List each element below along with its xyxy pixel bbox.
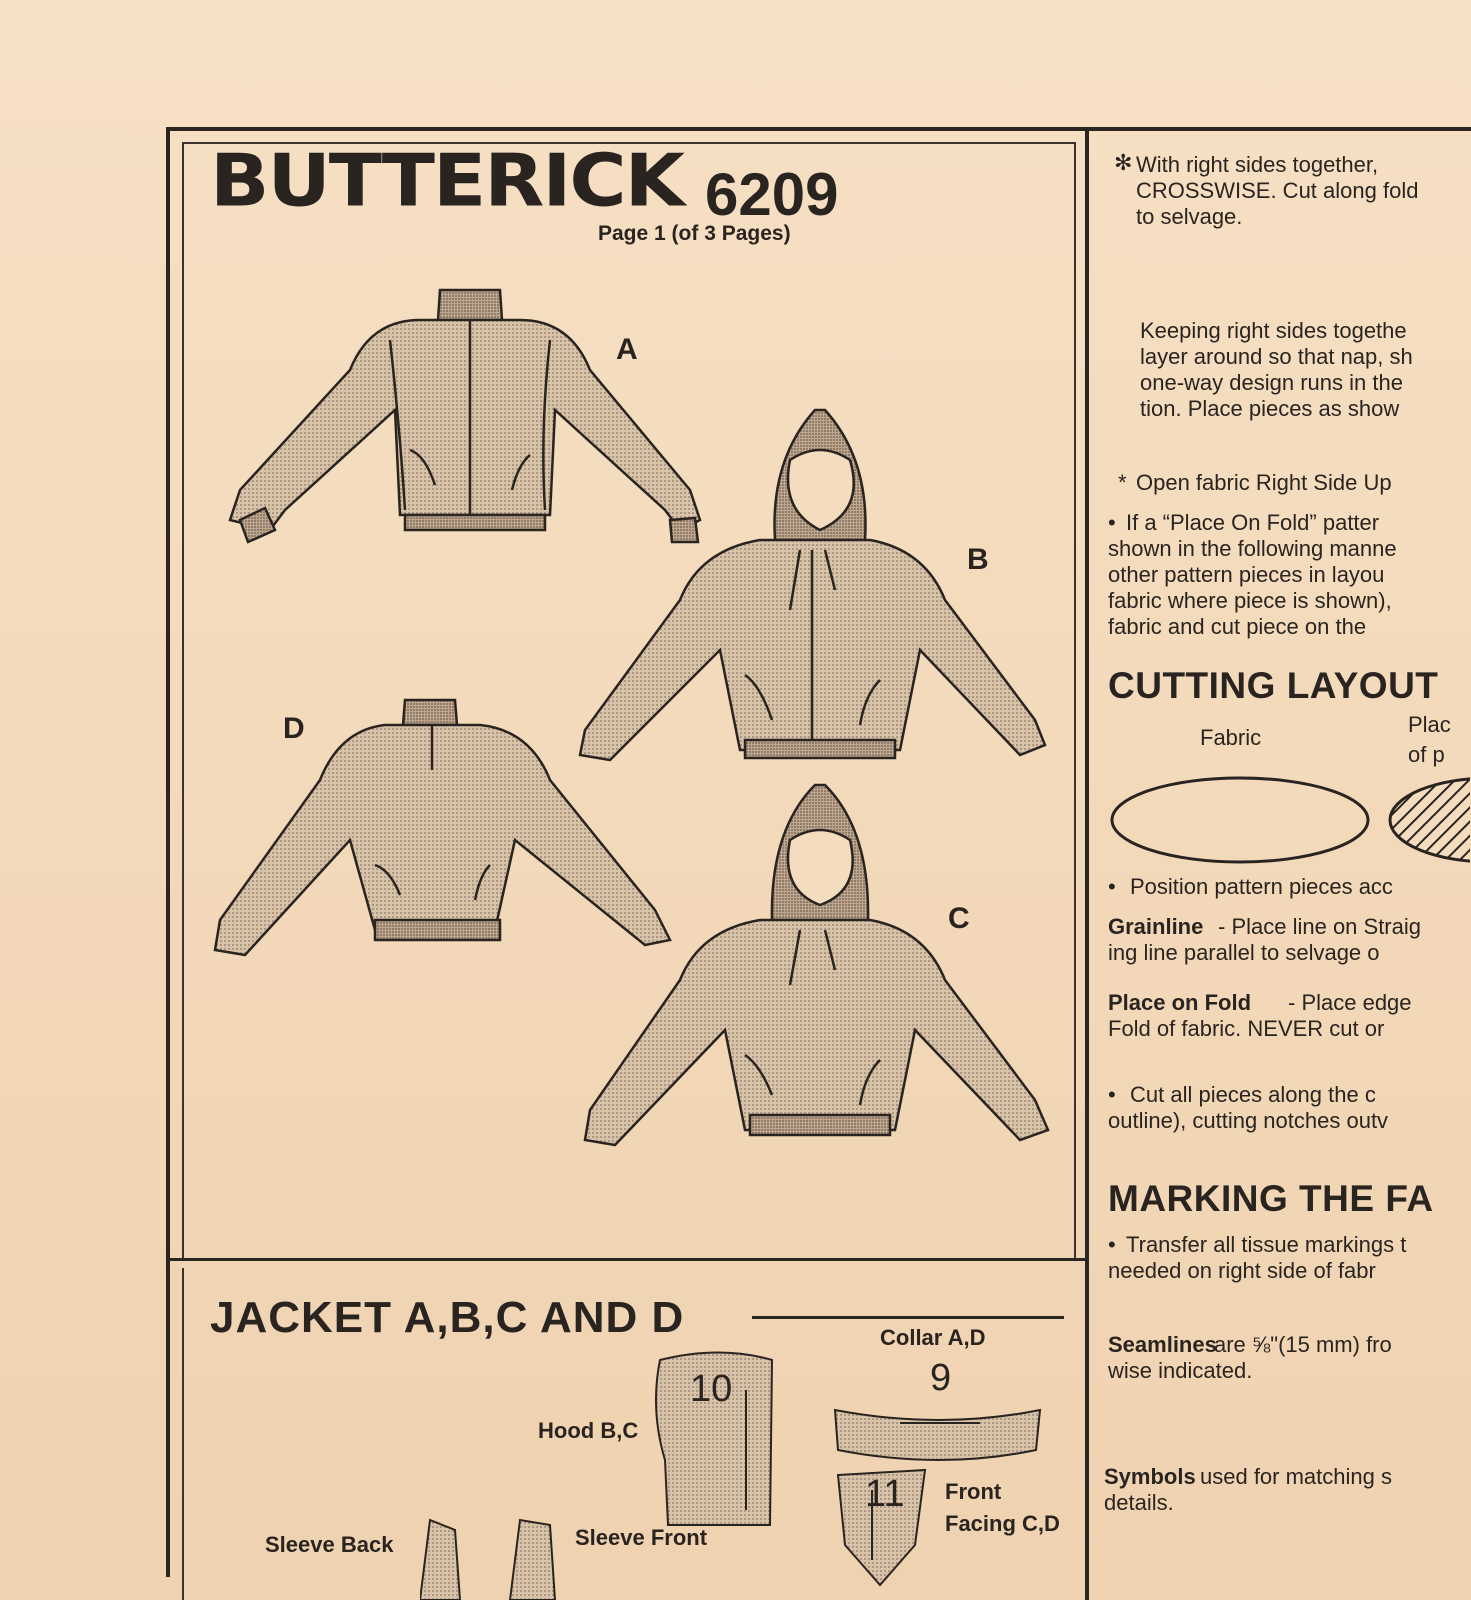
page-indicator: Page 1 (of 3 Pages)	[598, 222, 791, 245]
marking-heading: MARKING THE FA	[1108, 1178, 1434, 1219]
fold-line-1: If a “Place On Fold” patter	[1126, 510, 1380, 535]
sleeve-back-label: Sleeve Back	[265, 1532, 394, 1557]
view-label-b: B	[967, 543, 989, 576]
placement-legend-shape	[1390, 778, 1470, 862]
fold-line-5: fabric and cut piece on the	[1108, 614, 1367, 639]
section-divider	[168, 1258, 1087, 1261]
crosswise-line-3: to selvage.	[1136, 204, 1243, 229]
open-fabric-text: Open fabric Right Side Up	[1136, 470, 1392, 495]
collar-label: Collar A,D	[880, 1325, 986, 1350]
cutting-layout-heading: CUTTING LAYOUT	[1108, 665, 1439, 706]
frame-center-rule	[1085, 127, 1089, 1600]
grainline-term: Grainline	[1108, 914, 1204, 939]
hood-number: 10	[690, 1368, 733, 1410]
symbols-line-1: used for matching s	[1200, 1464, 1392, 1489]
layout-legend-symbols	[1110, 770, 1470, 870]
frame-left-rule	[166, 127, 170, 1577]
instructions-column	[1090, 130, 1471, 1600]
hood-label: Hood B,C	[538, 1418, 639, 1443]
front-facing-label-1: Front	[945, 1479, 1002, 1504]
crosswise-line-2: CROSSWISE. Cut along fold	[1136, 178, 1419, 203]
garment-illustrations	[200, 280, 1080, 1180]
fabric-legend-shape	[1112, 778, 1368, 862]
sleeve-back-piece	[420, 1520, 460, 1600]
jacket-view-c	[585, 785, 1048, 1145]
front-facing-label-2: Facing C,D	[945, 1511, 1060, 1536]
seamlines-line-1: are ⅝"(15 mm) fro	[1214, 1332, 1392, 1357]
transfer-line-2: needed on right side of fabr	[1108, 1258, 1376, 1283]
view-label-a: A	[616, 333, 638, 366]
grainline-line-2: ing line parallel to selvage o	[1108, 940, 1380, 965]
transfer-line-1: Transfer all tissue markings t	[1126, 1232, 1407, 1257]
cut-pieces-line-1: Cut all pieces along the c	[1130, 1082, 1376, 1107]
symbols-term: Symbols	[1104, 1464, 1196, 1489]
view-label-c: C	[948, 902, 970, 935]
pattern-number: 6209	[705, 161, 839, 228]
bullet: •	[1108, 1082, 1116, 1107]
position-pieces-text: Position pattern pieces acc	[1130, 874, 1393, 899]
grainline-line-1: - Place line on Straig	[1218, 914, 1421, 939]
place-on-fold-line-1: - Place edge	[1288, 990, 1412, 1015]
legend-fabric-label: Fabric	[1200, 725, 1262, 750]
legend-place-label-2: of p	[1408, 742, 1445, 767]
asterisk-mark-2: *	[1118, 470, 1127, 495]
bullet: •	[1108, 510, 1116, 535]
bullet: •	[1108, 1232, 1116, 1257]
collar-number: 9	[930, 1357, 952, 1399]
seamlines-line-2: wise indicated.	[1108, 1358, 1253, 1383]
nap-line-1: Keeping right sides togethe	[1140, 318, 1407, 343]
brand-logo: BUTTERICK	[210, 140, 684, 223]
pattern-piece-diagrams	[420, 1350, 1080, 1600]
bullet: •	[1108, 874, 1116, 899]
asterisk-mark: ✻	[1114, 150, 1133, 175]
fold-line-3: other pattern pieces in layou	[1108, 562, 1385, 587]
title-rule	[752, 1316, 1064, 1319]
jacket-box-edge	[182, 1268, 184, 1600]
crosswise-line-1: With right sides together,	[1136, 152, 1379, 177]
sleeve-front-label: Sleeve Front	[575, 1525, 708, 1550]
view-label-d: D	[283, 712, 305, 745]
sleeve-front-piece	[510, 1520, 555, 1600]
nap-line-4: tion. Place pieces as show	[1140, 396, 1400, 421]
fold-line-2: shown in the following manne	[1108, 536, 1397, 561]
symbols-line-2: details.	[1104, 1490, 1174, 1515]
place-on-fold-line-2: Fold of fabric. NEVER cut or	[1108, 1016, 1385, 1041]
jacket-section-title: JACKET A,B,C AND D	[210, 1293, 685, 1342]
nap-line-2: layer around so that nap, sh	[1140, 344, 1413, 369]
place-on-fold-term: Place on Fold	[1108, 990, 1252, 1015]
front-facing-number: 11	[865, 1473, 905, 1515]
fold-line-4: fabric where piece is shown),	[1108, 588, 1392, 613]
seamlines-term: Seamlines	[1108, 1332, 1217, 1357]
collar-piece	[835, 1410, 1040, 1460]
nap-line-3: one-way design runs in the	[1140, 370, 1403, 395]
cut-pieces-line-2: outline), cutting notches outv	[1108, 1108, 1389, 1133]
jacket-view-a	[230, 290, 700, 542]
legend-place-label-1: Plac	[1408, 712, 1451, 737]
